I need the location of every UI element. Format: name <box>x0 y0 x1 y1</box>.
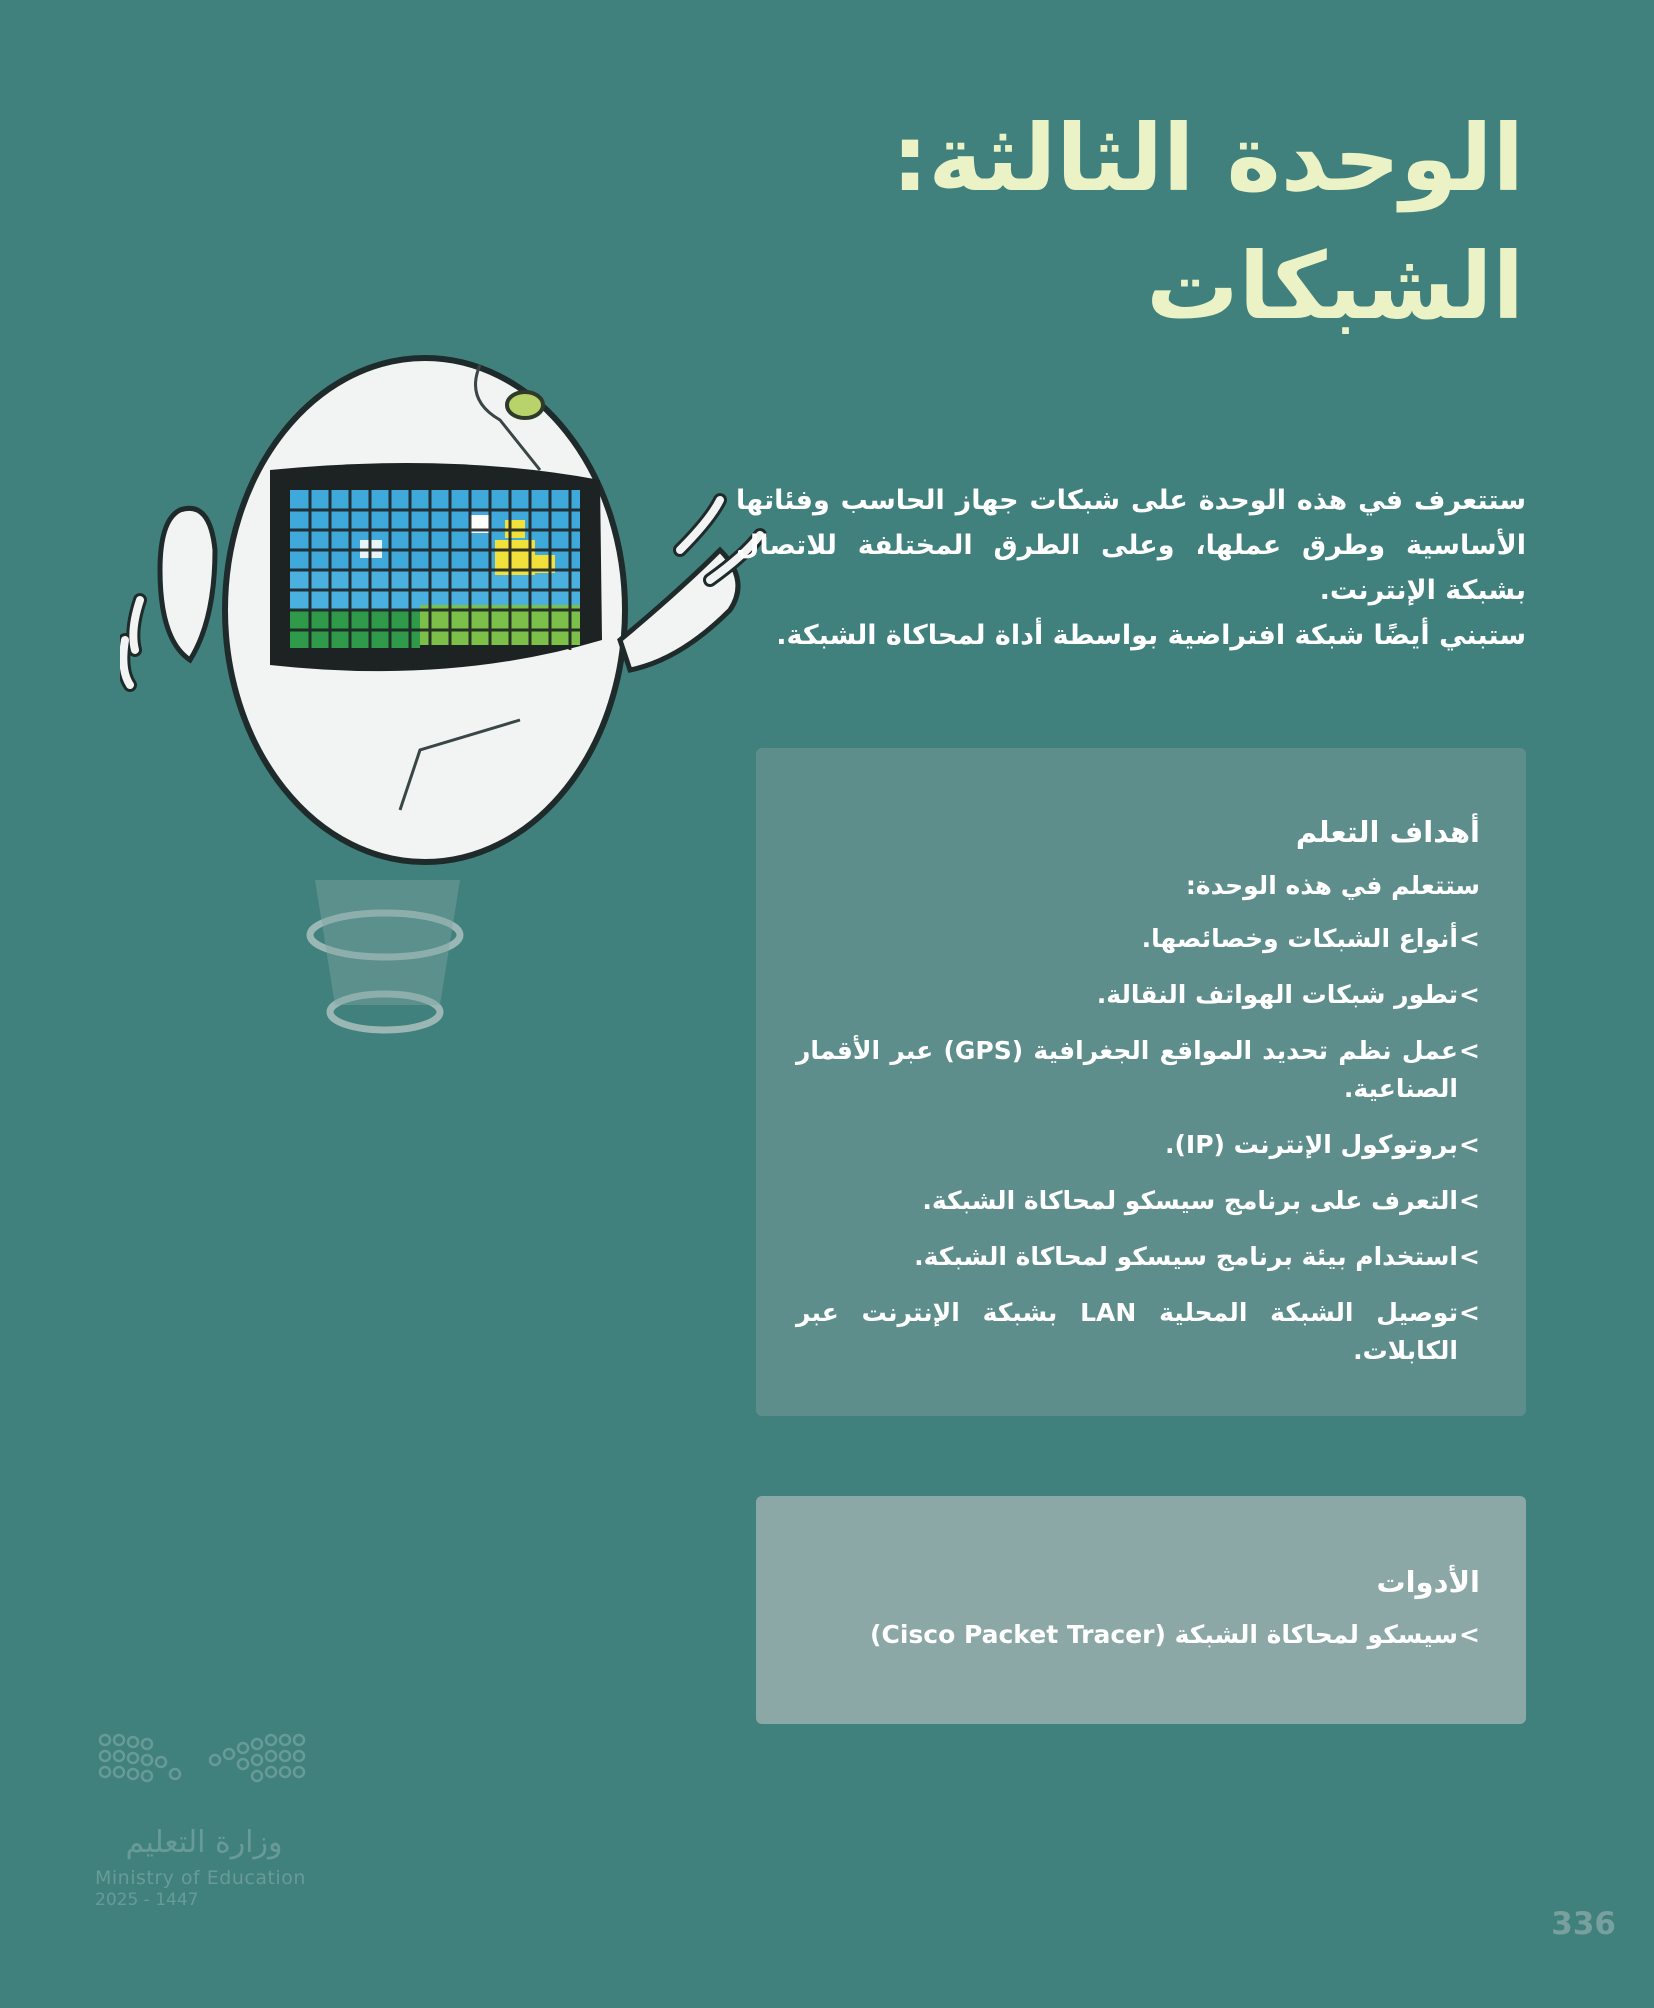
objective-item: > توصيل الشبكة المحلية LAN بشبكة الإنترنت عبر الكابلات. <box>796 1294 1480 1370</box>
intro-paragraph: ستبني أيضًا شبكة افتراضية بواسطة أداة لمحاكاة الشبكة. <box>776 620 1526 651</box>
bullet-icon: > <box>1459 1620 1480 1649</box>
unit-title <box>624 95 1524 351</box>
objective-item: > أنواع الشبكات وخصائصها. <box>796 920 1480 958</box>
logo-english-text: Ministry of Education <box>95 1867 306 1889</box>
tools-heading: الأدوات <box>1376 1565 1480 1599</box>
bullet-icon: > <box>1459 924 1480 953</box>
objectives-list <box>796 920 1480 1370</box>
objective-item: > تطور شبكات الهواتف النقالة. <box>796 976 1480 1014</box>
robot-illustration <box>120 340 810 1060</box>
bullet-icon: > <box>1459 1036 1480 1065</box>
bullet-icon: > <box>1459 1130 1480 1159</box>
logo-dots-icon <box>95 1730 325 1790</box>
logo-arabic-text: وزارة التعليم <box>125 1825 283 1860</box>
ministry-logo <box>95 1730 325 1910</box>
bullet-icon: > <box>1459 980 1480 1009</box>
page-number: 336 <box>1551 1906 1616 1942</box>
objectives-heading: أهداف التعلم <box>1295 815 1480 849</box>
unit-title-line2: الشبكات <box>1146 233 1524 340</box>
unit-introduction <box>736 478 1526 658</box>
intro-paragraph: ستتعرف في هذه الوحدة على شبكات جهاز الحاسب وفئاتها الأساسية وطرق عملها، وعلى الطرق المختلفة للاتصال بشبكة الإنترنت. <box>736 485 1526 606</box>
objective-item: > عمل نظم تحديد المواقع الجغرافية (GPS) عبر الأقمار الصناعية. <box>796 1032 1480 1108</box>
logo-year: 2025 - 1447 <box>95 1890 199 1910</box>
objective-item: > التعرف على برنامج سيسكو لمحاكاة الشبكة. <box>796 1182 1480 1220</box>
tools-list <box>796 1616 1480 1654</box>
bullet-icon: > <box>1459 1242 1480 1271</box>
objective-item: > استخدام بيئة برنامج سيسكو لمحاكاة الشبكة. <box>796 1238 1480 1276</box>
unit-title-line1: الوحدة الثالثة: <box>891 105 1524 212</box>
tools-panel <box>756 1496 1526 1724</box>
bullet-icon: > <box>1459 1186 1480 1215</box>
tool-item: > سيسكو لمحاكاة الشبكة (Cisco Packet Tracer) <box>796 1616 1480 1654</box>
objective-item: > بروتوكول الإنترنت (IP). <box>796 1126 1480 1164</box>
objectives-subheading: ستتعلم في هذه الوحدة: <box>1185 871 1480 900</box>
learning-objectives-panel <box>756 748 1526 1416</box>
bullet-icon: > <box>1459 1298 1480 1327</box>
